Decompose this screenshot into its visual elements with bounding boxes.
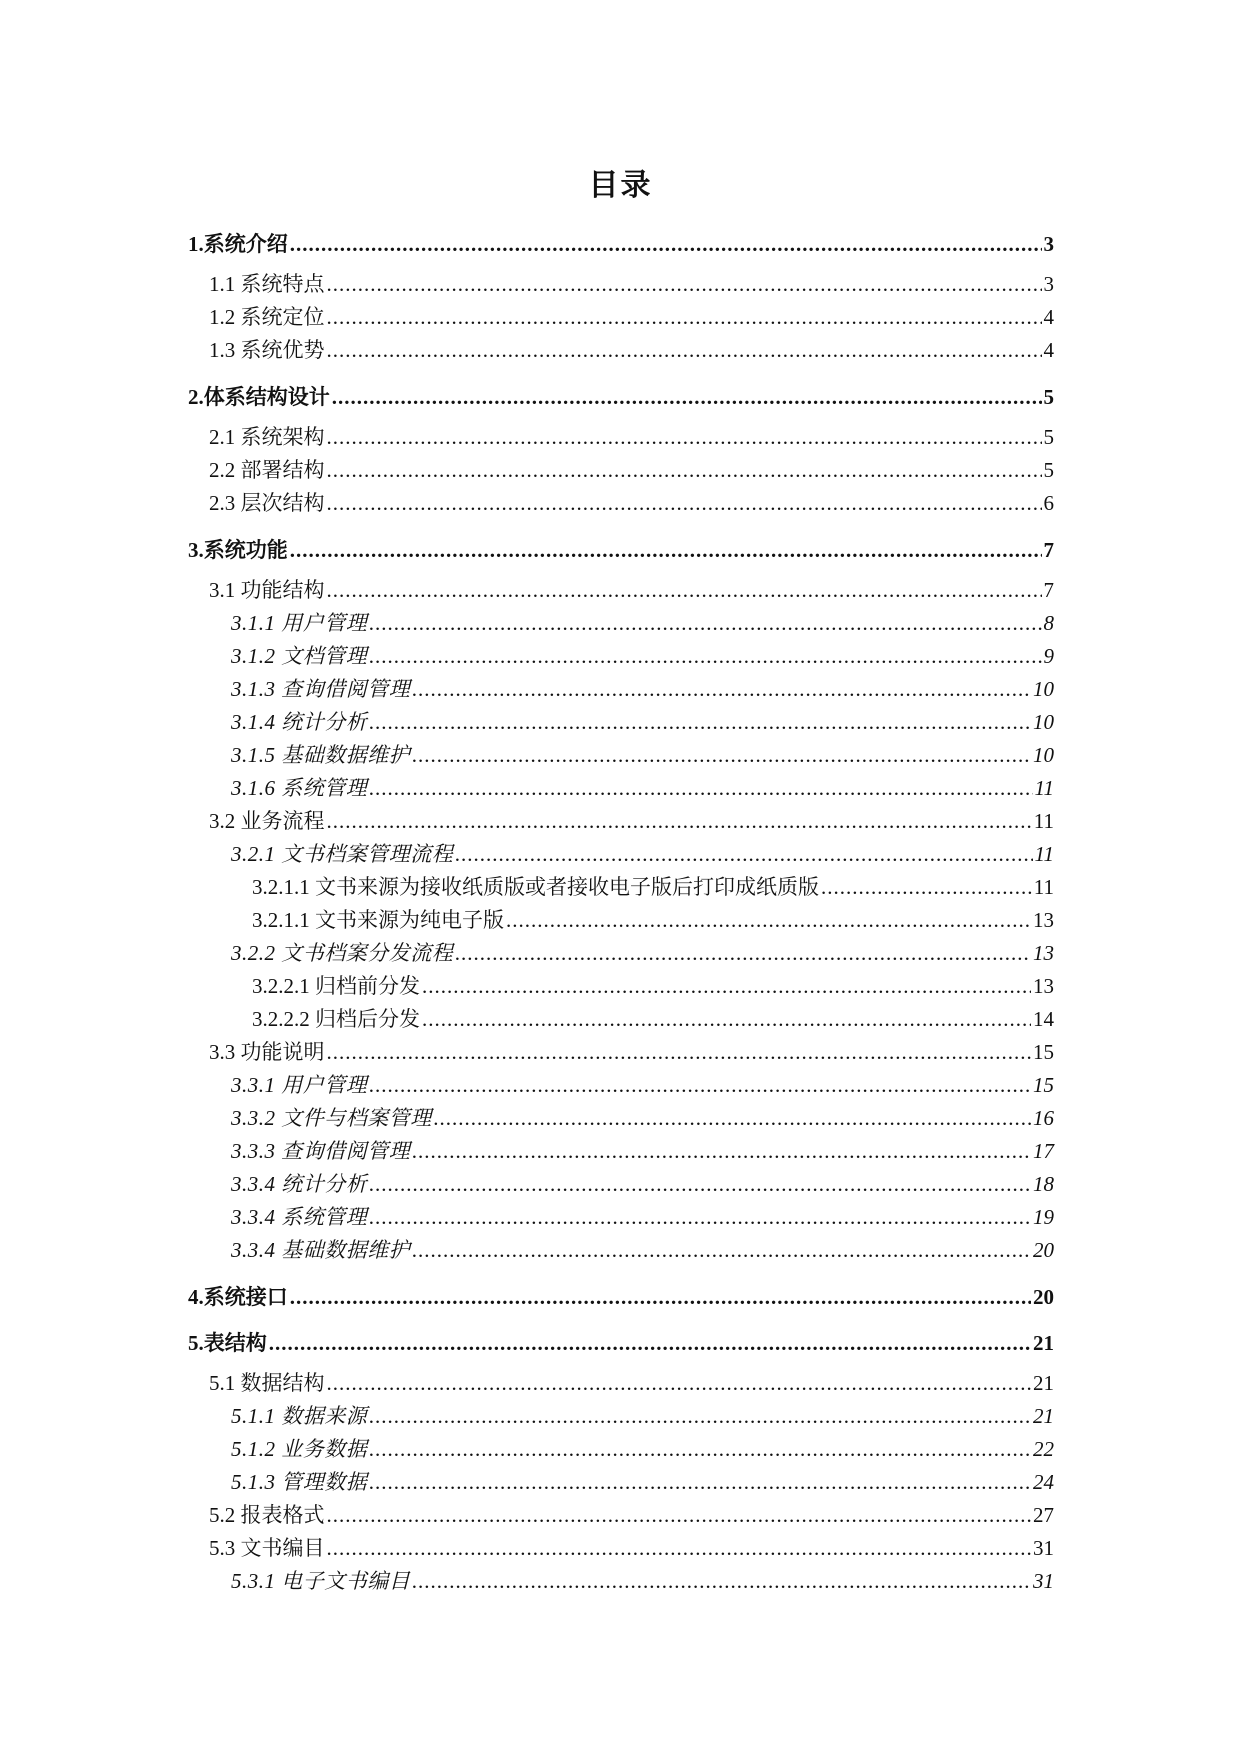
toc-entry-page-number: 15: [1033, 1073, 1054, 1097]
toc-entry[interactable]: [188, 640, 1054, 673]
toc-entry-label: 1.1 系统特点: [209, 272, 325, 296]
toc-entry-label: 3.1.2 文档管理: [231, 644, 368, 668]
toc-entry-page-number: 20: [1033, 1285, 1054, 1309]
toc-dot-leader: [369, 706, 1031, 739]
toc-dot-leader: [327, 301, 1042, 334]
toc-entry[interactable]: [188, 904, 1054, 937]
toc-dot-leader: [422, 970, 1031, 1003]
toc-entry-page-number: 14: [1033, 1007, 1054, 1031]
toc-dot-leader: [369, 1201, 1031, 1234]
toc-entry-page-number: 21: [1033, 1371, 1054, 1395]
toc-entry-label: 5.表结构: [188, 1331, 267, 1355]
toc-entry-page-number: 8: [1043, 611, 1054, 635]
toc-entry[interactable]: [188, 772, 1054, 805]
toc-entry[interactable]: [188, 1532, 1054, 1565]
toc-entry-label: 3.1.3 查询借阅管理: [231, 677, 411, 701]
toc-entry-label: 3.3.4 基础数据维护: [231, 1238, 411, 1262]
toc-entry-label: 3.2.2 文书档案分发流程: [231, 941, 454, 965]
toc-dot-leader: [327, 1499, 1032, 1532]
toc-entry-page-number: 4: [1043, 338, 1054, 362]
toc-dot-leader: [412, 673, 1031, 706]
toc-entry[interactable]: [188, 454, 1054, 487]
toc-dot-leader: [412, 739, 1031, 772]
toc-entry-page-number: 4: [1043, 305, 1054, 329]
toc-entry[interactable]: [188, 937, 1054, 970]
toc-entry-label: 4.系统接口: [188, 1285, 288, 1309]
toc-entry[interactable]: [188, 1565, 1054, 1598]
toc-dot-leader: [327, 334, 1042, 367]
toc-entry-page-number: 31: [1033, 1569, 1054, 1593]
toc-entry-page-number: 18: [1033, 1172, 1054, 1196]
toc-dot-leader: [821, 871, 1032, 904]
toc-entry[interactable]: [188, 1234, 1054, 1267]
toc-dot-leader: [434, 1102, 1031, 1135]
toc-entry-page-number: 19: [1033, 1205, 1054, 1229]
toc-dot-leader: [369, 607, 1041, 640]
toc-entry-label: 3.2.2.2 归档后分发: [252, 1007, 420, 1031]
toc-entry-label: 5.3.1 电子文书编目: [231, 1569, 411, 1593]
toc-entry[interactable]: [188, 838, 1054, 871]
toc-dot-leader: [412, 1135, 1031, 1168]
toc-entry[interactable]: [188, 871, 1054, 904]
toc-entry-page-number: 10: [1033, 743, 1054, 767]
toc-dot-leader: [327, 268, 1042, 301]
toc-entry-page-number: 16: [1033, 1106, 1054, 1130]
toc-entry-page-number: 15: [1033, 1040, 1054, 1064]
toc-entry[interactable]: [188, 268, 1054, 301]
toc-entry-label: 3.3.4 统计分析: [231, 1172, 368, 1196]
toc-entry[interactable]: [188, 574, 1054, 607]
toc-entry[interactable]: [188, 1036, 1054, 1069]
toc-entry-label: 5.1.2 业务数据: [231, 1437, 368, 1461]
toc-entry-page-number: 21: [1033, 1331, 1054, 1355]
toc-entry-page-number: 9: [1043, 644, 1054, 668]
toc-entry-page-number: 20: [1033, 1238, 1054, 1262]
toc-entry-label: 3.3.2 文件与档案管理: [231, 1106, 432, 1130]
toc-entry-label: 1.系统介绍: [188, 232, 288, 256]
toc-entry[interactable]: [188, 487, 1054, 520]
toc-dot-leader: [327, 421, 1042, 454]
toc-entry[interactable]: [188, 1003, 1054, 1036]
toc-entry-page-number: 11: [1034, 776, 1054, 800]
toc-entry[interactable]: [188, 805, 1054, 838]
toc-entry-label: 5.1.1 数据来源: [231, 1404, 368, 1428]
toc-dot-leader: [369, 1168, 1031, 1201]
toc-entry-page-number: 10: [1033, 710, 1054, 734]
toc-entry[interactable]: [188, 228, 1054, 260]
toc-dot-leader: [269, 1327, 1031, 1359]
toc-entry-page-number: 22: [1033, 1437, 1054, 1461]
toc-entry[interactable]: [188, 1135, 1054, 1168]
toc-entry[interactable]: [188, 421, 1054, 454]
toc-dot-leader: [290, 228, 1042, 260]
toc-dot-leader: [369, 1400, 1031, 1433]
toc-entry[interactable]: [188, 534, 1054, 566]
toc-entry-label: 3.1.5 基础数据维护: [231, 743, 411, 767]
toc-entry[interactable]: [188, 1466, 1054, 1499]
toc-entry-label: 2.1 系统架构: [209, 425, 325, 449]
toc-entry-page-number: 27: [1033, 1503, 1054, 1527]
toc-entry-label: 5.1.3 管理数据: [231, 1470, 368, 1494]
toc-entry-page-number: 17: [1033, 1139, 1054, 1163]
toc-entry-label: 1.3 系统优势: [209, 338, 325, 362]
toc-dot-leader: [369, 1069, 1031, 1102]
toc-entry-label: 1.2 系统定位: [209, 305, 325, 329]
toc-entry[interactable]: [188, 673, 1054, 706]
toc-entry-label: 3.1.1 用户管理: [231, 611, 368, 635]
toc-dot-leader: [369, 640, 1041, 673]
toc-entry-label: 5.2 报表格式: [209, 1503, 325, 1527]
toc-entry[interactable]: [188, 607, 1054, 640]
toc-entry-page-number: 11: [1033, 875, 1054, 899]
toc-entry-page-number: 11: [1033, 809, 1054, 833]
toc-dot-leader: [332, 381, 1042, 413]
toc-entry-page-number: 7: [1043, 578, 1054, 602]
toc-entry[interactable]: [188, 301, 1054, 334]
toc-entry-page-number: 3: [1043, 232, 1054, 256]
toc-dot-leader: [327, 1036, 1032, 1069]
toc-entry-label: 3.2.2.1 归档前分发: [252, 974, 420, 998]
toc-entry[interactable]: [188, 1168, 1054, 1201]
toc-entry-page-number: 5: [1043, 385, 1054, 409]
toc-entry-page-number: 6: [1043, 491, 1054, 515]
toc-entry-page-number: 21: [1033, 1404, 1054, 1428]
toc-entry-label: 3.2.1.1 文书来源为接收纸质版或者接收电子版后打印成纸质版: [252, 875, 819, 899]
toc-entry-label: 3.1 功能结构: [209, 578, 325, 602]
toc-entry-page-number: 5: [1043, 425, 1054, 449]
toc-dot-leader: [327, 1532, 1032, 1565]
toc-entry-label: 3.2.1 文书档案管理流程: [231, 842, 454, 866]
page-title: 目录: [588, 168, 653, 203]
toc-entry-label: 3.1.6 系统管理: [231, 776, 368, 800]
toc-entry-page-number: 13: [1033, 974, 1054, 998]
toc-entry[interactable]: [188, 1069, 1054, 1102]
toc-entry-label: 3.3.3 查询借阅管理: [231, 1139, 411, 1163]
toc-entry[interactable]: [188, 970, 1054, 1003]
toc-entry[interactable]: [188, 1433, 1054, 1466]
toc-dot-leader: [369, 772, 1032, 805]
toc-entry[interactable]: [188, 334, 1054, 367]
toc-dot-leader: [290, 1281, 1031, 1313]
toc-entry-label: 3.1.4 统计分析: [231, 710, 368, 734]
toc-dot-leader: [369, 1433, 1031, 1466]
toc-entry-label: 3.2.1.1 文书来源为纯电子版: [252, 908, 504, 932]
toc-dot-leader: [290, 534, 1042, 566]
toc-entry-label: 3.3.4 系统管理: [231, 1205, 368, 1229]
toc-dot-leader: [327, 574, 1042, 607]
toc-dot-leader: [506, 904, 1031, 937]
toc-entry-label: 5.3 文书编目: [209, 1536, 325, 1560]
toc-dot-leader: [327, 1367, 1032, 1400]
toc-entry-label: 2.体系结构设计: [188, 385, 330, 409]
toc-dot-leader: [455, 838, 1032, 871]
toc-entry[interactable]: [188, 1499, 1054, 1532]
toc-entry[interactable]: [188, 1281, 1054, 1313]
toc-dot-leader: [412, 1565, 1031, 1598]
toc-entry-label: 2.3 层次结构: [209, 491, 325, 515]
toc-entry[interactable]: [188, 381, 1054, 413]
toc-entry[interactable]: [188, 1400, 1054, 1433]
toc-entry-label: 2.2 部署结构: [209, 458, 325, 482]
toc-entry[interactable]: [188, 1201, 1054, 1234]
toc-dot-leader: [369, 1466, 1031, 1499]
toc-dot-leader: [327, 487, 1042, 520]
toc-entry[interactable]: [188, 1327, 1054, 1359]
toc-entry-label: 3.3.1 用户管理: [231, 1073, 368, 1097]
toc-entry-page-number: 3: [1043, 272, 1054, 296]
toc-dot-leader: [422, 1003, 1031, 1036]
toc-entry[interactable]: [188, 739, 1054, 772]
toc-entry-page-number: 13: [1033, 941, 1054, 965]
toc-entry-label: 3.3 功能说明: [209, 1040, 325, 1064]
toc-entry-label: 3.系统功能: [188, 538, 288, 562]
toc-entry[interactable]: [188, 1102, 1054, 1135]
toc-entry-page-number: 24: [1033, 1470, 1054, 1494]
toc-entry-label: 3.2 业务流程: [209, 809, 325, 833]
toc-entry-page-number: 7: [1043, 538, 1054, 562]
toc-dot-leader: [327, 805, 1032, 838]
toc-entry-page-number: 13: [1033, 908, 1054, 932]
toc-entry-page-number: 10: [1033, 677, 1054, 701]
toc-dot-leader: [455, 937, 1031, 970]
table-of-contents: [188, 228, 1054, 1598]
toc-dot-leader: [327, 454, 1042, 487]
toc-entry-page-number: 5: [1043, 458, 1054, 482]
toc-entry-page-number: 11: [1034, 842, 1054, 866]
toc-entry-page-number: 31: [1033, 1536, 1054, 1560]
toc-entry[interactable]: [188, 1367, 1054, 1400]
toc-dot-leader: [412, 1234, 1031, 1267]
toc-entry-label: 5.1 数据结构: [209, 1371, 325, 1395]
toc-entry[interactable]: [188, 706, 1054, 739]
